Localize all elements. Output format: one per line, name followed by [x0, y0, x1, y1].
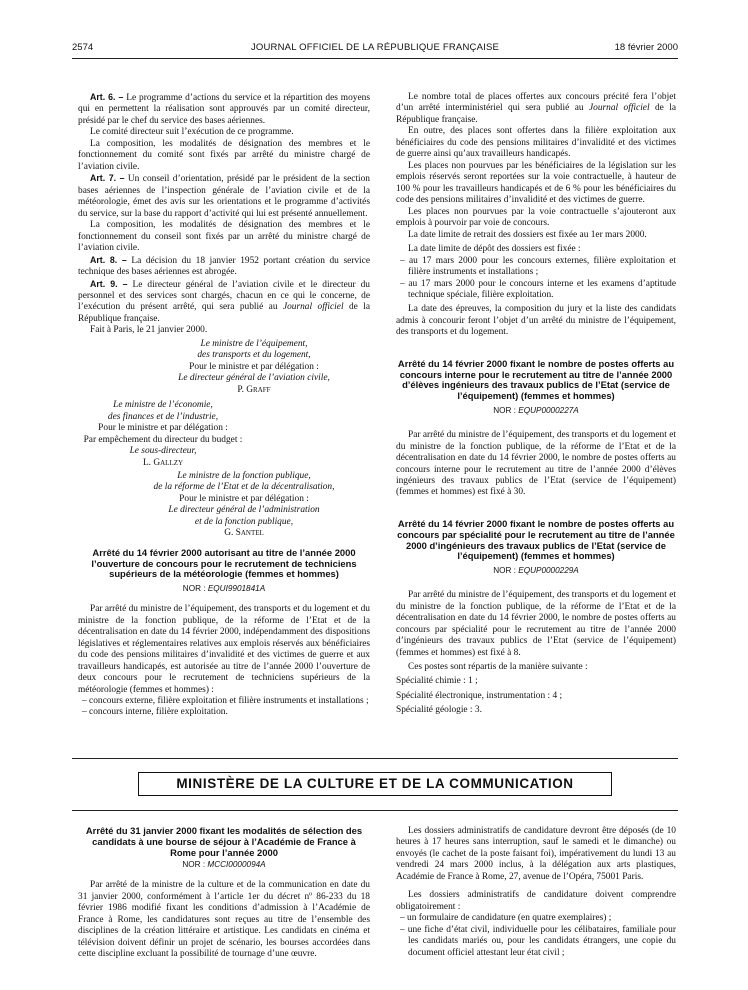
paragraph: Par arrêté du ministre de l’équipement, des transports et du logement et du ministre de la fonction publique, de la réforme de l’Etat et de la décentralisation en date du 14 février 2000, le nombre de postes offerts au concours par spécialité pour le recrutement au titre de l’année 2000 d’ingénieurs des travaux publics de l’Etat (service de l’équipement) (femmes et hommes) est fixé à 8.	[396, 590, 676, 658]
decree-title: Arrêté du 14 février 2000 fixant le nombre de postes offerts au concours par spécialité pour le recrutement au titre de l’année 2000 d’ingénieurs des travaux publics de l’Etat (service de l’équipement) (femmes et hommes)	[397, 517, 675, 562]
signature-block-3: Le ministre de la fonction publique, de la réforme de l’Etat et de la décentralisation, Pour le ministre et par délégation : Le directeur général de l’administration et de la fonction publique, G. Santel	[78, 471, 370, 540]
article-8: Art. 8. – La décision du 18 janvier 1952 portant création du service technique des bases aériennes est abrogée.	[78, 254, 370, 278]
article-9: Art. 9. – Le directeur général de l’aviation civile et le directeur du personnel et des services sont chargés, chacun en ce qui le concerne, de l’exécution du présent arrêté, qui sera publié au Journal officiel de la République française.	[78, 278, 370, 324]
paragraph: La date des épreuves, la composition du jury et la liste des candidats admis à concourir feront l’objet d’un arrêté du ministre de l’équipement, des transports et du logement.	[396, 304, 676, 338]
paragraph: Par arrêté du ministre de l’équipement, des transports et du logement et du ministre de la fonction publique, de la réforme de l’Etat et de la décentralisation en date du 14 février 2000, indépendamment des dispositions législatives et réglementaires relatives aux emplois réservés aux bénéficiaires du code des pensions militaires d’invalidité et des victimes de guerre et aux travailleurs handicapés, est autorisée au titre de l’année 2000 l’ouverture de deux concours pour le recrutement de techniciens supérieurs de la météorologie (femmes et hommes) :	[78, 604, 370, 695]
list-item: – concours externe, filière exploitation et filière instruments et installations ;	[82, 696, 369, 706]
paragraph: Le nombre total de places offertes aux concours précité fera l’objet d’un arrêté interministériel qui sera publié au Journal officiel de la République française.	[396, 92, 676, 125]
section-divider	[72, 810, 678, 811]
ministry-banner: MINISTÈRE DE LA CULTURE ET DE LA COMMUNICATION	[138, 772, 612, 796]
paragraph: Les dossiers administratifs de candidature devront être déposés (de 10 heures à 17 heures sans interruption, sauf le samedi et le dimanche) ou envoyés (le cachet de la poste faisant foi), impérativement du lundi 13 au vendredi 24 mars 2000 inclus, à la délégation aux arts plastiques, Académie de France à Rome, 27, avenue de l’Opéra, 75001 Paris.	[396, 826, 676, 882]
article-label: Art. 9. –	[90, 278, 128, 289]
article-label: Art. 8. –	[90, 254, 127, 265]
nor-reference: NOR : EQUP0000229A	[493, 566, 579, 576]
journal-title: JOURNAL OFFICIEL DE LA RÉPUBLIQUE FRANÇAISE	[250, 42, 500, 53]
paragraph: La date limite de dépôt des dossiers est fixée :	[408, 244, 581, 255]
article-label: Art. 6. –	[90, 92, 124, 102]
list-item: – au 17 mars 2000 pour le concours interne et les examens d’aptitude technique spéciale, filière exploitation.	[400, 278, 676, 300]
column-left-bottom	[78, 826, 370, 961]
article-label: Art. 7. –	[90, 173, 125, 184]
paragraph: Les dossiers administratifs de candidature doivent comprendre obligatoirement :	[396, 890, 676, 912]
specialty-line: Spécialité géologie : 3.	[396, 705, 482, 716]
nor-reference: NOR : EQUI9901841A	[182, 584, 266, 594]
paragraph: La composition, les modalités de désignation des membres et le fonctionnement du conseil sont fixés par un arrêté du ministre chargé de l’aviation civile.	[78, 220, 370, 254]
list-item: – une fiche d’état civil, individuelle pour les célibataires, familiale pour les candidats mariés ou, pour les candidats étrangers, une copie du document officiel attestant leur état civil ;	[400, 924, 676, 958]
specialty-line: Spécialité chimie : 1 ;	[396, 676, 478, 687]
decree-title: Arrêté du 31 janvier 2000 fixant les modalités de sélection des candidats à une bourse de séjour à l’Académie de France à Rome pour l’année 2000	[85, 825, 363, 858]
paragraph: En outre, des places sont offertes dans la filière exploitation aux bénéficiaires du code des pensions militaires d’invalidité et des victimes de guerre ainsi qu’aux travailleurs handicapés.	[396, 126, 676, 160]
paragraph: La date limite de retrait des dossiers est fixée au 1er mars 2000.	[408, 229, 647, 240]
page-header	[72, 42, 678, 59]
section-divider	[72, 758, 678, 759]
article-6: Art. 6. – Le programme d’actions du service et la répartition des moyens qui en permettent la réalisation sont approuvés par un comité directeur, présidé par le chef du service des bases aériennes.	[78, 92, 370, 126]
column-right-top	[396, 92, 676, 717]
list-item: – au 17 mars 2000 pour les concours externes, filière exploitation et filière instruments et installations ;	[400, 255, 676, 278]
signatory-name: L. Gallzy	[142, 457, 184, 468]
paragraph: Le comité directeur suit l’exécution de ce programme.	[90, 127, 294, 138]
list-item: – concours interne, filière exploitation.	[82, 707, 228, 718]
column-left-top	[78, 92, 370, 719]
column-right-bottom	[396, 826, 676, 959]
decree-title: Arrêté du 14 février 2000 fixant le nombre de postes offerts au concours interne pour le recrutement au titre de l’année 2000 d’élèves ingénieurs des travaux publics de l’Etat (service de l’équipement) (femmes et hommes)	[397, 357, 675, 402]
paragraph: Par arrêté de la ministre de la culture et de la communication en date du 31 janvier 2000, conformément à l’article 1er du décret nº 86-233 du 18 février 1986 modifié fixant les conditions d’admission à l’Académie de France à Rome, les candidatures sont reçues au titre de l’ensemble des disciplines de la création littéraire et artistique. Les candidats en cinéma et télévision doivent définir un projet de scénario, les bourses accordées dans cette discipline excluant la possibilité de tournage d’une œuvre.	[78, 880, 370, 960]
paragraph: Ces postes sont répartis de la manière suivante :	[408, 661, 588, 672]
issue-date: 18 février 2000	[614, 42, 678, 53]
nor-reference: NOR : MCCI0000094A	[182, 860, 266, 870]
signatory-name: G. Santel	[224, 528, 264, 539]
decree-title: Arrêté du 14 février 2000 autorisant au titre de l’année 2000 l’ouverture de concours pour le recrutement de techniciens supérieurs de la météorologie (femmes et hommes)	[91, 546, 357, 580]
paragraph: La composition, les modalités de désignation des membres et le fonctionnement du comité sont fixés par arrêté du ministre chargé de l’aviation civile.	[78, 138, 370, 172]
page-number: 2574	[72, 42, 94, 53]
signature-block-2: Le ministre de l’économie, des finances et de l’industrie, Pour le ministre et par délégation : Par empêchement du directeur du budget : Le sous-directeur, L. Gallzy	[78, 400, 248, 469]
signatory-name: P. Graff	[237, 384, 271, 395]
list-item: – un formulaire de candidature (en quatre exemplaires) ;	[400, 913, 612, 924]
fait-a-paris: Fait à Paris, le 21 janvier 2000.	[90, 325, 208, 336]
paragraph: Les places non pourvues par les bénéficiaires de la législation sur les emplois réservés seront reportées sur la voie contractuelle, à hauteur de 100 % pour les travailleurs handicapés et de 6 % pour les bénéficiaires du code des pensions militaires d’invalidité et des victimes de guerre.	[396, 160, 676, 206]
paragraph: Les places non pourvues par la voie contractuelle s’ajouteront aux emplois à pourvoir par voie de concours.	[396, 206, 676, 229]
nor-reference: NOR : EQUP0000227A	[493, 406, 579, 416]
paragraph: Par arrêté du ministre de l’équipement, des transports et du logement et du ministre de la fonction publique, de la réforme de l’Etat et de la décentralisation en date du 14 février 2000, le nombre de postes offerts au concours interne pour le recrutement au titre de l’année 2000 d’élèves ingénieurs des travaux publics de l’Etat (service de l’équipement) (femmes et hommes) est fixé à 30.	[396, 430, 676, 498]
specialty-line: Spécialité électronique, instrumentation : 4 ;	[396, 690, 563, 701]
signature-block-1: Le ministre de l’équipement, des transports et du logement, Pour le ministre et par délégation : Le directeur général de l’aviation civile, P. Graff	[78, 339, 370, 396]
article-7: Art. 7. – Un conseil d’orientation, présidé par le président de la section bases aériennes de l’inspection générale de l’aviation civile et de la météorologie, émet des avis sur les orientations et le programme d’activités du service, sur la base du rapport d’activité qui lui est présenté annuellement.	[78, 173, 370, 219]
